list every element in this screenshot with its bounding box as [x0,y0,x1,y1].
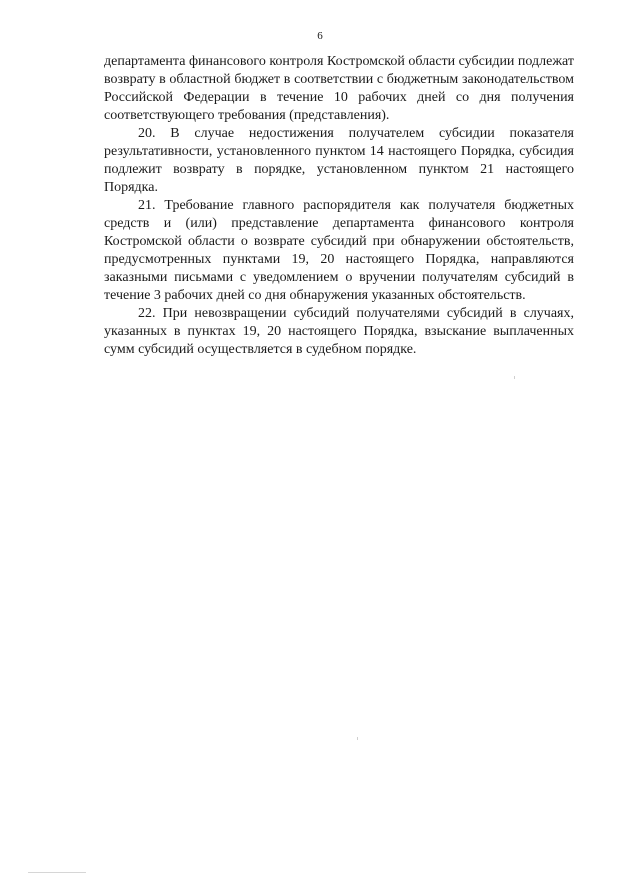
document-body [104,53,574,359]
scan-speck [357,737,358,740]
paragraph-21: 21. Требование главного распорядителя как получателя бюджетных средств и (или) представление департамента финансового контроля Костромской области о возврате субсидий при обнаружении обстоятельств, предусмотренных пунктами 19, 20 настоящего Порядка, направляются заказными письмами с уведомлением о вручении получателям субсидий в течение 3 рабочих дней со дня обнаружения указанных обстоятельств. [104,198,574,303]
paragraph-22: 22. При невозвращении субсидий получателями субсидий в случаях, указанных в пунктах 19, 20 настоящего Порядка, взыскание выплаченных сумм субсидий осуществляется в судебном порядке. [104,306,574,357]
page-number: 6 [317,30,323,42]
scan-speck [514,376,515,379]
paragraph-20: 20. В случае недостижения получателем субсидии показателя результативности, установленного пунктом 14 настоящего Порядка, субсидия подлежит возврату в порядке, установленном пунктом 21 настоящего Порядка. [104,126,574,195]
scan-edge-line [28,872,86,873]
paragraph-19-continued: департамента финансового контроля Костромской области субсидии подлежат возврату в областной бюджет в соответствии с бюджетным законодательством Российской Федерации в течение 10 рабочих дней со дня получения соответствующего требования (представления). [104,54,574,123]
